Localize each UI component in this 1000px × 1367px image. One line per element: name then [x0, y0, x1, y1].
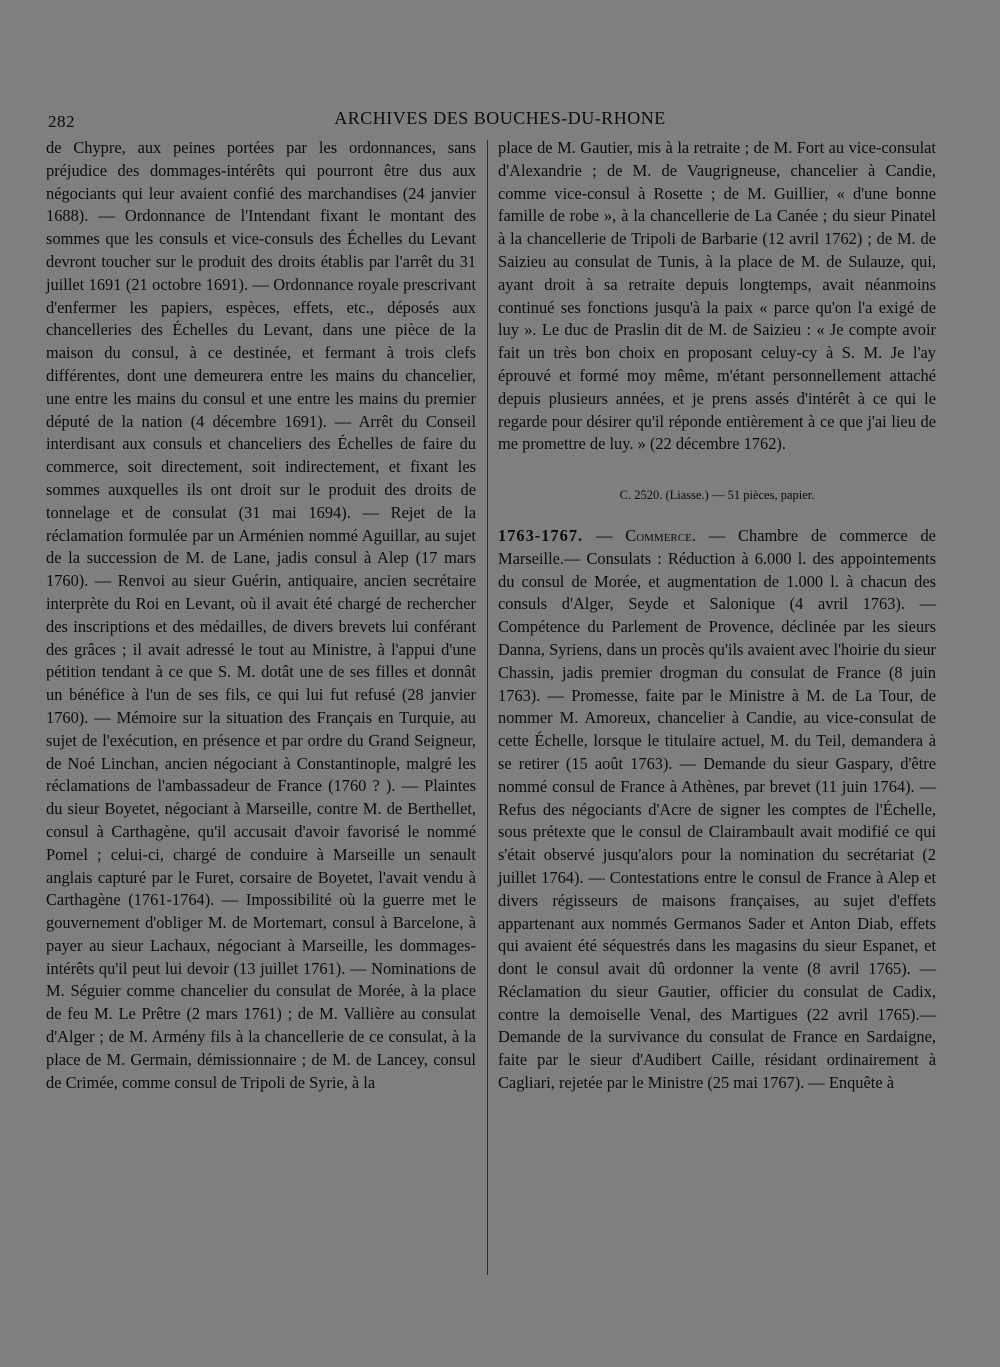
archive-reference: C. 2520. (Liasse.) — 51 pièces, papier.: [619, 488, 815, 503]
left-column-text: de Chypre, aux peines portées par les ordonnances, sans préjudice des dommages-intérêts qui pourront être dus aux négociants qui leur avaient confié des marchandises (24 janvier 1688). — Ordonnance de l'Intendant fixant le montant des sommes que les consuls et vice-consuls des Échelles du Levant devront toucher sur le produit des droits établis par l'arrêt du 31 juillet 1691 (21 octobre 1691). — Ordonnance royale prescrivant d'enfermer les papiers, espèces, effets, etc., déposés aux chancelleries des Échelles du Levant, dans une pièce de la maison du consul, à ce destinée, et fermant à trois clefs différentes, dont une demeurera entre les mains du chancelier, une entre les mains du consul et une entre les mains du premier député de la nation (4 décembre 1691). — Arrêt du Conseil interdisant aux consuls et chanceliers des Échelles de faire du commerce, soit directement, soit indirectement, et fixant les sommes auxquelles ils ont droit sur le produit des droits de tonnelage et de consulat (31 mai 1694). — Rejet de la réclamation formulée par un Arménien nommé Aguillar, au sujet de la succession de M. de Lane, jadis consul à Alep (17 mars 1760). — Renvoi au sieur Guérin, antiquaire, ancien secrétaire interprète du Roi en Levant, où il avait été chargé de rechercher des inscriptions et des médailles, de divers brevets lui conférant des grâces ; il avait adressé le tout au Ministre, à l'appui d'une pétition tendant à ce que S. M. dotât une de ses filles et donnât un bénéfice à l'un de ses fils, ce qui lui fut refusé (28 janvier 1760). — Mémoire sur la situation des Français en Turquie, au sujet de l'exécution, en présence et par ordre du Grand Seigneur, de Noé Linchan, ancien négociant à Constantinople, malgré les réclamations de l'ambassadeur de France (1760 ? ). — Plaintes du sieur Boyetet, négociant à Marseille, contre M. de Berthellet, consul à Carthagène, qu'il accusait d'avoir favorisé le nommé Pomel ; celui-ci, chargé de conduire à Marseille un senault anglais capturé par le Furet, corsaire de Boyetet, l'avait vendu à Carthagène (1761-1764). — Impossibilité où la guerre met le gouvernement d'obliger M. de Mortemart, consul à Barcelone, à payer au sieur Lachaux, négociant à Marseille, les dommages-intérêts qu'il peut lui devoir (13 juillet 1761). — Nominations de M. Séguier comme chancelier du consulat de Morée, à la place de feu M. Le Prêtre (2 mars 1761) ; de M. Vallière au consulat d'Alger ; de M. Armény fils à la chancellerie de ce consulat, à la place de M. Germain, démissionnaire ; de M. de Lancey, consul de Crimée, comme consul de Tripoli de Syrie, à la: [46, 138, 476, 1092]
running-title: ARCHIVES DES BOUCHES-DU-RHONE: [334, 108, 666, 128]
right-column-paragraph-1: place de M. Gautier, mis à la retraite ; de M. Fort au vice-consulat d'Alexandrie ; de M. de Vaugrigneuse, chancelier à Candie, comme vice-consul à Rosette ; de M. Guillier, « d'une bonne famille de robe », à la chancellerie de La Canée ; du sieur Pinatel à la chancellerie de Tripoli de Barbarie (12 avril 1762) ; de M. de Saizieu au consulat de Tunis, à la place de M. de Sulauze, qui, ayant droit à sa retraite depuis longtemps, avait néanmoins continué ses fonctions jusqu'à la paix « parce qu'on l'a exigé de luy ». Le duc de Praslin dit de M. de Saizieu : « Je compte avoir fait un très bon choix en proposant celuy-cy à S. M. Je l'ay éprouvé et formé moy même, m'étant personnellement attaché depuis plusieurs années, et je prens assés d'intérêt à ce qui le regarde pour désirer qu'il réponde entièrement à ce que j'ai lieu de me promettre de luy. » (22 décembre 1762).: [498, 138, 936, 454]
entry-subject: Commerce.: [625, 525, 696, 545]
right-column: [498, 137, 936, 1095]
entry-paragraph: [498, 525, 936, 1095]
column-divider: [487, 140, 488, 1275]
entry-date: 1763-1767.: [498, 525, 584, 545]
entry-spacer: —: [596, 525, 626, 545]
left-column: [46, 137, 476, 1094]
entry-body: — Chambre de commerce de Marseille.— Consulats : Réduction à 6.000 l. des appointements du consul de Morée, et augmentation de 1.000 l. à chacun des consuls d'Alger, Seyde et Salonique (4 avril 1763). — Compétence du Parlement de Provence, déclinée par les sieurs Danna, Syriens, dans un procès qu'ils avaient avec l'hoirie du sieur Chassin, jadis premier drogman du consulat de France (8 juin 1763). — Promesse, faite par le Ministre à M. de La Tour, de nommer M. Amoreux, chancelier à Candie, au vice-consulat de cette Échelle, lorsque le titulaire actuel, M. du Teil, demandera à se retirer (15 août 1763). — Demande du sieur Gaspary, d'être nommé consul de France à Athènes, par brevet (11 juin 1764). — Refus des négociants d'Acre de signer les comptes de l'Échelle, sous prétexte que le consul de Clairambault avait modifié ce qui s'était observé jusqu'alors pour la nomination du secrétariat (2 juillet 1764). — Contestations entre le consul de France à Alep et divers régisseurs de maisons françaises, au sujet d'effets appartenant aux nommés Germanos Sader et Anton Diab, effets qui avaient été séquestrés dans les magasins du sieur Espanet, et dont le consul avait dû ordonner la vente (8 avril 1765). — Réclamation du sieur Gautier, officier du consulat de Cadix, contre la demoiselle Venal, des Martigues (22 avril 1765).— Demande de la survivance du consulat de France en Sardaigne, faite par le sieur d'Audibert Caille, résidant ordinairement à Cagliari, rejetée par le Ministre (25 mai 1767). — Enquête à: [498, 525, 936, 1093]
page-number: 282: [48, 112, 75, 131]
